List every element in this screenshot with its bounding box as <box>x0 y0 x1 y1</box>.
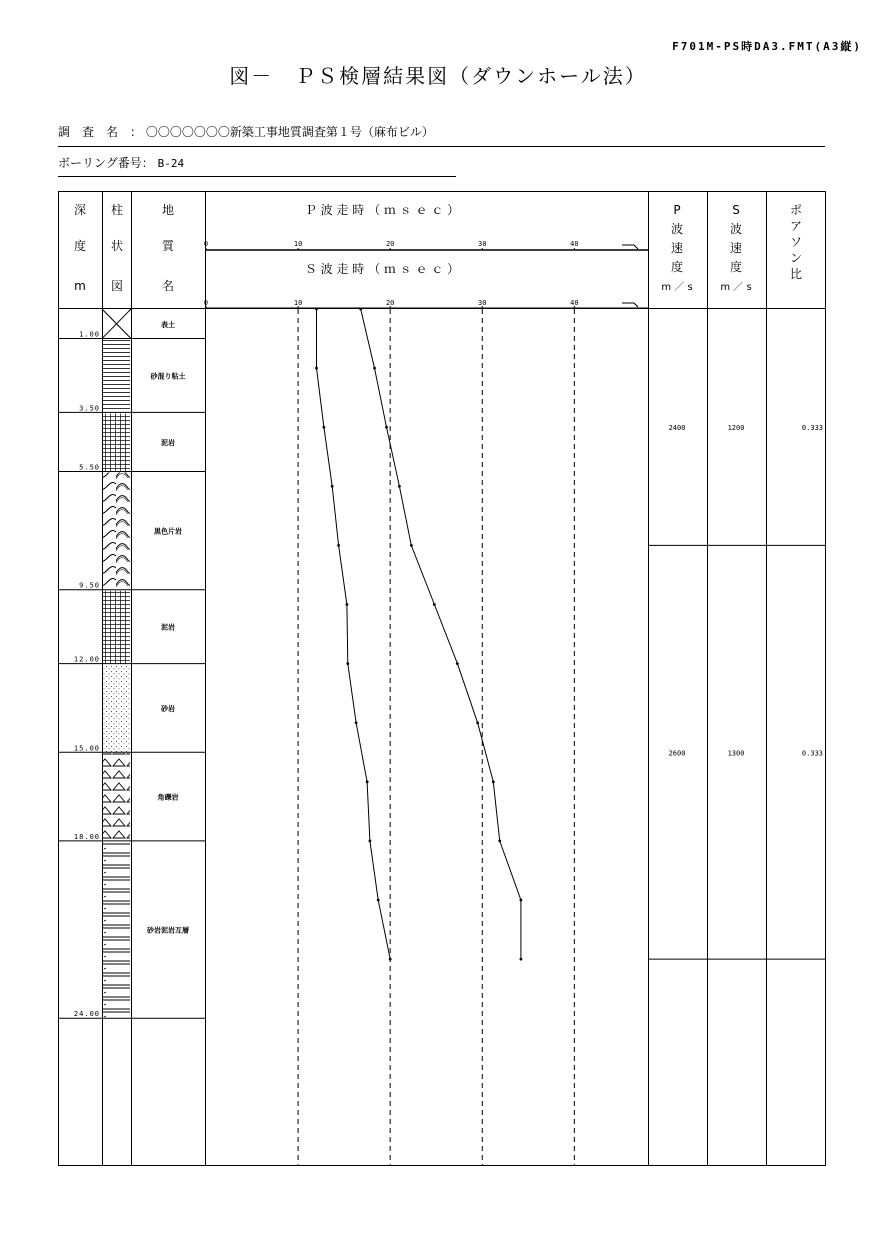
s-wave-data-point <box>492 780 495 783</box>
p-velocity-value: 2400 <box>668 424 686 433</box>
poisson-header-text: ソ <box>789 235 803 249</box>
p-velocity-header-text: 度 <box>670 260 684 274</box>
column-header-text: 状 <box>110 239 124 253</box>
column-pattern-dots <box>103 665 130 753</box>
p-wave-data-point <box>331 485 334 488</box>
poisson-header-text: ポ <box>789 203 803 217</box>
s-wave-tick-label: 0 <box>203 299 209 307</box>
layer-depth-label: 12.00 <box>73 655 100 664</box>
s-wave-tick-label: 30 <box>478 299 487 307</box>
column-header-text: 図 <box>110 279 124 293</box>
layer-name: 黒色片岩 <box>154 527 182 536</box>
layer-depth-label: 24.00 <box>73 1010 100 1019</box>
p-wave-data-point <box>355 721 358 724</box>
layer-name: 角礫岩 <box>157 793 179 802</box>
p-wave-tick-label: 20 <box>385 240 395 248</box>
layer-depth-label: 1.00 <box>79 330 100 339</box>
p-wave-axis-label: Ｐ 波 走 時 （ ｍ ｓ ｅ ｃ ） <box>304 203 460 217</box>
column-header-text: 柱 <box>110 203 124 217</box>
s-wave-data-point <box>385 426 388 429</box>
p-wave-data-point <box>337 544 340 547</box>
geology-header-text: 質 <box>161 239 175 253</box>
s-wave-data-point <box>398 485 401 488</box>
column-pattern-triangles <box>103 753 130 841</box>
depth-header-text: 度 <box>73 239 87 253</box>
layer-name: 砂岩泥岩互層 <box>147 926 189 935</box>
geology-header-text: 地 <box>161 203 175 217</box>
s-velocity-header-text: m ／ s <box>720 282 752 293</box>
layer-depth-label: 15.00 <box>73 744 100 753</box>
depth-header-text: m <box>74 279 86 293</box>
s-wave-tick-label: 10 <box>293 299 303 307</box>
s-wave-data-point <box>498 840 501 843</box>
layer-depth-label: 18.00 <box>73 832 100 841</box>
s-wave-data-point <box>359 308 362 311</box>
p-wave-data-point <box>315 367 318 370</box>
p-velocity-header-text: 波 <box>670 222 684 236</box>
s-velocity-value: 1200 <box>727 424 745 433</box>
poisson-value: 0.333 <box>801 749 823 758</box>
p-velocity-header-text: P <box>673 203 681 217</box>
s-wave-data-point <box>520 958 523 961</box>
layer-name: 泥岩 <box>161 438 175 447</box>
column-pattern-wavy <box>103 473 130 590</box>
column-pattern-hlines <box>103 340 130 413</box>
poisson-header-text: ン <box>789 251 803 265</box>
s-wave-tick-label: 40 <box>570 299 579 307</box>
page-title: 図－ ＰＳ検層結果図（ダウンホール法） <box>229 64 647 88</box>
s-wave-data-point <box>520 899 523 902</box>
p-wave-travel-time-line <box>317 309 391 959</box>
p-wave-data-point <box>345 603 348 606</box>
layer-depth-label: 9.50 <box>79 581 100 590</box>
survey-name-value: 〇〇〇〇〇〇〇新築工事地質調査第１号（麻布ビル） <box>145 125 434 139</box>
s-velocity-header-text: S <box>732 203 740 217</box>
p-wave-data-point <box>366 780 369 783</box>
s-wave-data-point <box>433 603 436 606</box>
poisson-value: 0.333 <box>801 424 823 433</box>
s-velocity-header-text: 速 <box>729 241 743 255</box>
p-wave-data-point <box>315 308 318 311</box>
s-wave-tick-label: 20 <box>385 299 395 307</box>
boring-number-label: ボーリング番号： <box>58 156 154 170</box>
depth-header-text: 深 <box>73 203 87 217</box>
layer-name: 砂岩 <box>161 704 175 713</box>
p-velocity-value: 2600 <box>668 749 686 758</box>
p-wave-tick-label: 30 <box>478 240 487 248</box>
p-wave-tick-label: 0 <box>203 240 209 248</box>
s-wave-data-point <box>373 367 376 370</box>
s-wave-travel-time-line <box>361 309 521 959</box>
boring-number-value: B-24 <box>157 157 185 170</box>
s-wave-axis-marker <box>622 303 638 307</box>
column-pattern-grid <box>103 413 130 471</box>
geology-header-text: 名 <box>161 279 175 293</box>
s-velocity-header-text: 波 <box>729 222 743 236</box>
s-velocity-value: 1300 <box>727 749 745 758</box>
layer-name: 表土 <box>161 320 175 329</box>
column-pattern-grid <box>103 591 130 664</box>
s-wave-axis-label: Ｓ 波 走 時 （ ｍ ｓ ｅ ｃ ） <box>304 262 460 276</box>
p-wave-data-point <box>377 899 380 902</box>
p-velocity-header-text: 速 <box>670 241 684 255</box>
p-wave-axis-marker <box>622 245 638 249</box>
p-wave-data-point <box>389 958 392 961</box>
layer-name: 泥岩 <box>161 623 175 632</box>
p-wave-data-point <box>322 426 325 429</box>
poisson-header-text: ア <box>789 219 803 233</box>
column-pattern-cross <box>102 309 131 339</box>
layer-depth-label: 5.50 <box>79 463 100 472</box>
p-wave-tick-label: 40 <box>570 240 579 248</box>
s-wave-data-point <box>456 662 459 665</box>
s-wave-data-point <box>476 721 479 724</box>
layer-name: 砂混り粘土 <box>150 372 186 381</box>
document-code: F701M-PS時DA3.FMT(A3縦) <box>672 40 862 53</box>
p-velocity-header-text: m ／ s <box>661 282 693 293</box>
p-wave-tick-label: 10 <box>293 240 303 248</box>
s-velocity-header-text: 度 <box>729 260 743 274</box>
p-wave-data-point <box>346 662 349 665</box>
table-border <box>59 192 826 1166</box>
survey-name-label: 調 査 名 ： <box>58 125 143 139</box>
s-wave-data-point <box>410 544 413 547</box>
p-wave-data-point <box>369 840 372 843</box>
layer-depth-label: 3.50 <box>79 404 100 413</box>
poisson-header-text: 比 <box>789 267 803 281</box>
column-pattern-alternating <box>103 842 130 1018</box>
